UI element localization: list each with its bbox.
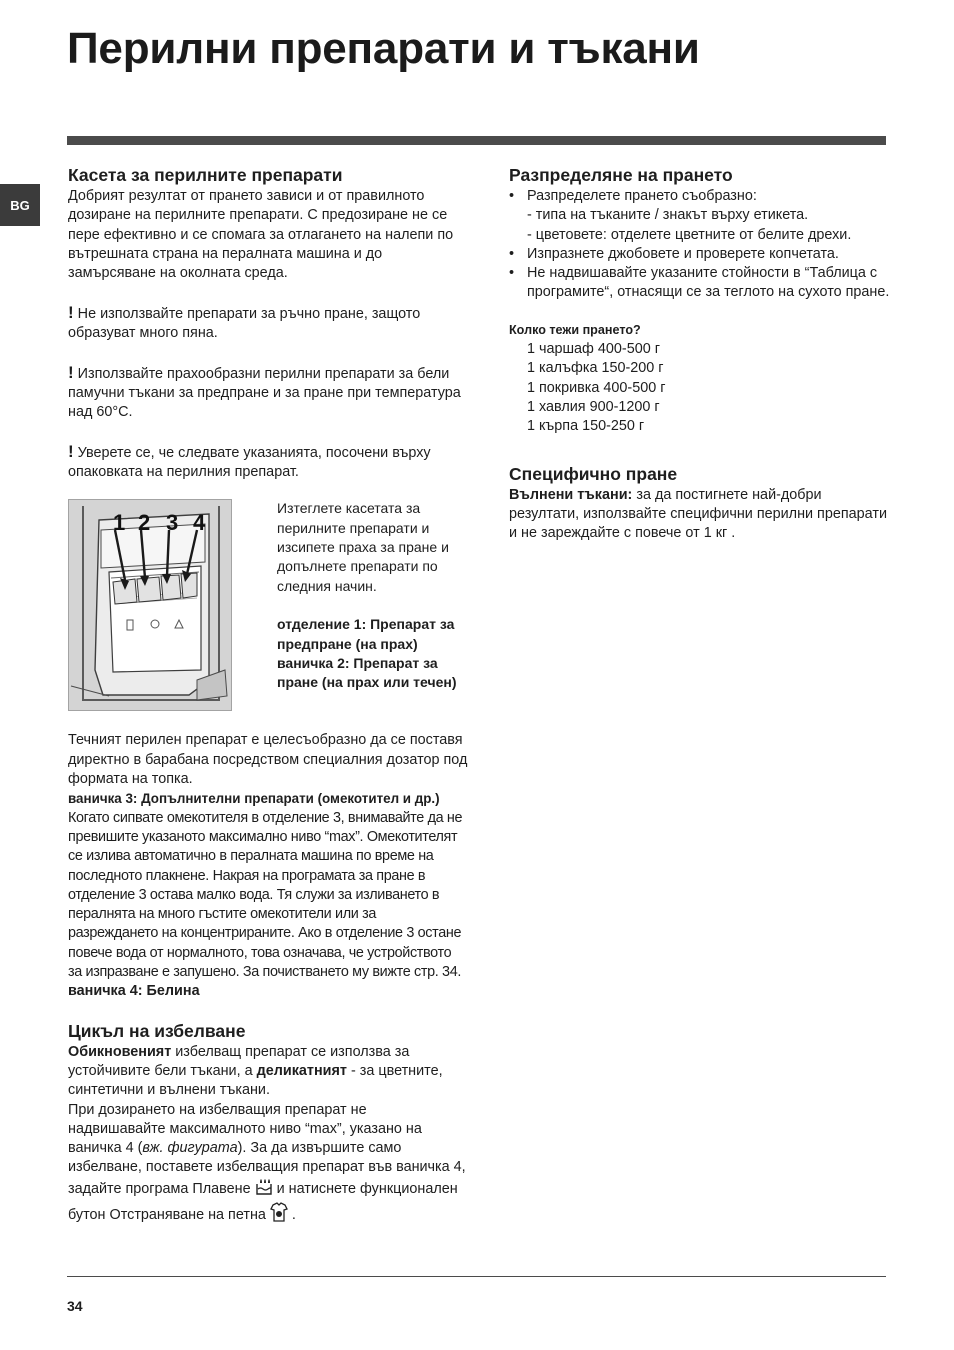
compartment-2-text: ваничка 2: Препарат за пране (на прах или течен) bbox=[277, 654, 457, 691]
warning-2: ! Използвайте прахообразни перилни препарати за бели памучни тъкани за предпране и за пране при температура над 60°C. bbox=[68, 362, 461, 421]
list-item: • Разпределете прането съобразно: - типа на тъканите / знакът върху етикета. - цветовете: отделете цветните от белите дрехи. bbox=[509, 188, 852, 243]
weights-heading: Колко тежи прането? bbox=[509, 322, 641, 337]
detergent-drawer-illustration bbox=[68, 499, 232, 711]
stain-removal-icon bbox=[270, 1202, 288, 1228]
distribution-list bbox=[509, 187, 894, 303]
distribution-heading: Разпределяне на прането bbox=[509, 165, 733, 185]
liquid-detergent-note: Течният перилен препарат е целесъобразно да се поставя директно в барабана посредством специалния дозатор под формата на топка. bbox=[68, 732, 468, 788]
cassette-heading: Касета за перилните препарати bbox=[68, 165, 343, 185]
specific-heading: Специфично пране bbox=[509, 463, 678, 484]
figure-label-2: 2 bbox=[138, 510, 151, 536]
list-item: 1 калъфка 150-200 г bbox=[527, 360, 664, 377]
bleach-paragraph-2: При дозирането на избелващия препарат не надвишавайте максималното ниво “max”, указано на ваничка 4 (вж. фигурата). За да извършите само избелване, поставете избелващия препарат във ваничка 4, задайте програма Плавене и натиснете функционален бутон Отстраняване на петна . bbox=[68, 1101, 468, 1229]
page-title: Перилни препарати и тъкани bbox=[67, 24, 700, 73]
compartment-4-text: ваничка 4: Белина bbox=[68, 983, 200, 1000]
list-item: 1 покривка 400-500 г bbox=[527, 379, 666, 396]
figure-label-1: 1 bbox=[113, 510, 126, 536]
figure-caption bbox=[277, 499, 462, 692]
list-item: • Не надвишавайте указаните стойности в “Таблица с програмите“, отнасящи се за теглото на сухото пране. bbox=[509, 265, 890, 301]
figure-label-4: 4 bbox=[193, 510, 206, 536]
language-tab: BG bbox=[0, 184, 40, 226]
bleach-paragraph-1: Обикновеният избелващ препарат се използва за устойчивите бели тъкани, а деликатният - за цветните, синтетични и вълнени тъкани. bbox=[68, 1043, 443, 1099]
figure-row bbox=[68, 499, 468, 731]
list-item: 1 хавлия 900-1200 г bbox=[527, 398, 660, 415]
warning-3: ! Уверете се, че следвате указанията, посочени върху опаковката на перилния препарат. bbox=[68, 441, 431, 481]
softener-text: Когато сипвате омекотителя в отделение 3, внимавайте да не превишите указаното максимално ниво “max”. Омекотителят се излива автоматично в пералната машина по време на последното плакнене. Накрая на програмата за пране в отделение 3 остава малко вода. Тя служи за изливането в пералнята на много гъстите омекотители или за разреждането на концентрираните. Ако в отделение 3 остане повече вода от нормалното, това означава, че устройството за изпразване е запушено. За почистването му вижте стр. 34. bbox=[68, 809, 463, 981]
top-divider bbox=[67, 136, 886, 145]
list-item: 1 чаршаф 400-500 г bbox=[527, 341, 660, 358]
specific-text: Вълнени тъкани: за да постигнете най-добри резултати, използвайте специфични перилни препарати и не зареждайте с повече от 1 кг . bbox=[509, 486, 887, 542]
rinse-program-icon bbox=[255, 1178, 273, 1202]
page-number: 34 bbox=[67, 1298, 83, 1314]
figure-label-3: 3 bbox=[166, 510, 179, 536]
warning-icon: ! bbox=[68, 362, 74, 382]
figure-instructions: Изтеглете касетата за перилните препарати и изсипете праха за пране и допълнете препарати по следния начин. bbox=[277, 500, 449, 594]
left-column bbox=[68, 164, 468, 1228]
list-item: 1 кърпа 150-250 г bbox=[527, 418, 645, 435]
list-item: • Изпразнете джобовете и проверете копчетата. bbox=[509, 245, 839, 262]
warning-icon: ! bbox=[68, 441, 74, 461]
warning-1: ! Не използвайте препарати за ръчно пране, защото образуват много пяна. bbox=[68, 302, 421, 342]
warning-icon: ! bbox=[68, 302, 74, 322]
bleach-heading: Цикъл на избелване bbox=[68, 1020, 246, 1041]
weights-list bbox=[527, 340, 894, 436]
cassette-intro: Добрият резултат от прането зависи и от правилното дозиране на перилните препарати. С предозиране не се пере ефективно и се спомага за отлагането на налепи по вътрешната страна на пералната машина и до замърсяване на околната среда. bbox=[68, 188, 454, 282]
right-column bbox=[509, 164, 894, 543]
compartment-1-text: отделение 1: Препарат за предпране (на прах) bbox=[277, 616, 455, 652]
compartment-3-text: ваничка 3: Допълнителни препарати (омекотител и др.) bbox=[68, 791, 440, 807]
bottom-divider bbox=[67, 1276, 886, 1277]
